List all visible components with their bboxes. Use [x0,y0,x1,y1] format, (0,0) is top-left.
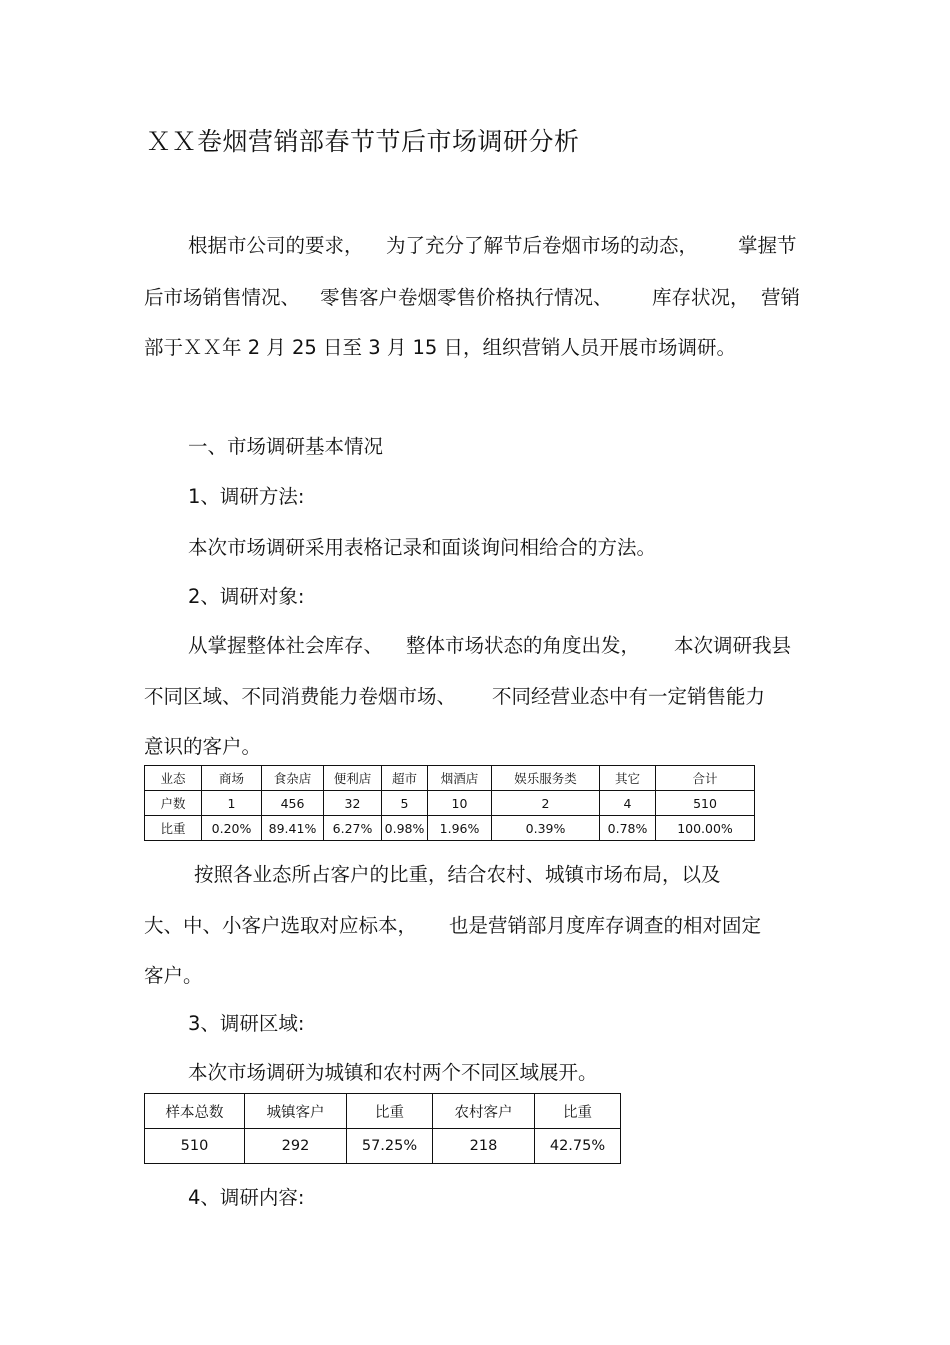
table-header-cell: 烟酒店 [428,766,492,791]
table-cell: 100.00% [656,816,755,841]
table-cell: 510 [656,791,755,816]
table-cell: 10 [428,791,492,816]
table-header-cell: 业态 [145,766,202,791]
table-cell: 57.25% [347,1129,433,1164]
object-line-3: 意识的客户。 [144,735,262,758]
section-heading: 一、市场调研基本情况 [188,435,384,458]
intro-line-2-part-1: 后市场销售情况、 [144,286,301,309]
table-cell: 户数 [145,791,202,816]
sample-line-1: 按照各业态所占客户的比重，结合农村、城镇市场布局，以及 [194,863,721,886]
object-line-1-part-2: 整体市场状态的角度出发， [406,634,641,657]
table-cell: 比重 [145,816,202,841]
sample-line-2-part-1: 大、中、小客户选取对应标本， [144,914,418,937]
region-text: 本次市场调研为城镇和农村两个不同区域展开。 [188,1061,598,1084]
object-line-2-part-1: 不同区域、不同消费能力卷烟市场、 [144,685,457,708]
sample-line-3: 客户。 [144,964,203,987]
table-cell: 1.96% [428,816,492,841]
table-header-cell: 合计 [656,766,755,791]
table-header-cell: 娱乐服务类 [492,766,600,791]
table-header-row [145,766,755,791]
table-cell: 6.27% [324,816,382,841]
intro-line-2-part-2: 零售客户卷烟零售价格执行情况、 [320,286,613,309]
table-cell: 89.41% [262,816,324,841]
region-sample-table [144,1093,621,1164]
table-cell: 510 [145,1129,245,1164]
intro-line-1-part-2: 为了充分了解节后卷烟市场的动态， [386,234,699,257]
table-cell: 292 [245,1129,347,1164]
table-cell: 0.20% [202,816,262,841]
table-row [145,816,755,841]
table-cell: 2 [492,791,600,816]
region-heading: 3、调研区域: [188,1012,305,1035]
intro-line-1-part-3: 掌握节 [738,234,797,257]
table-header-cell: 便利店 [324,766,382,791]
method-heading: 1、调研方法: [188,485,305,508]
business-type-table [144,765,755,841]
table-cell: 0.39% [492,816,600,841]
table-cell: 1 [202,791,262,816]
table-cell: 218 [433,1129,535,1164]
content-heading: 4、调研内容: [188,1186,305,1209]
table-cell: 0.78% [600,816,656,841]
table-cell: 32 [324,791,382,816]
intro-line-1-part-1: 根据市公司的要求， [188,234,364,257]
intro-line-3: 部于ＸＸ年 2 月 25 日至 3 月 15 日，组织营销人员开展市场调研。 [144,336,737,359]
object-line-2-part-2: 不同经营业态中有一定销售能力 [492,685,766,708]
table-header-row [145,1094,621,1129]
table-cell: 42.75% [535,1129,621,1164]
document-title: ＸＸ卷烟营销部春节节后市场调研分析 [146,127,580,156]
table-header-cell: 其它 [600,766,656,791]
intro-line-2-part-4: 营销 [761,286,801,309]
table-header-cell: 农村客户 [433,1094,535,1129]
intro-line-2-part-3: 库存状况， [652,286,750,309]
table-row [145,1129,621,1164]
object-heading: 2、调研对象: [188,585,305,608]
table-header-cell: 比重 [347,1094,433,1129]
table-header-cell: 食杂店 [262,766,324,791]
table-cell: 456 [262,791,324,816]
table-header-cell: 样本总数 [145,1094,245,1129]
table-cell: 5 [382,791,428,816]
table-row [145,791,755,816]
table-cell: 4 [600,791,656,816]
table-header-cell: 比重 [535,1094,621,1129]
table-header-cell: 商场 [202,766,262,791]
method-text: 本次市场调研采用表格记录和面谈询问相给合的方法。 [188,536,657,559]
table-cell: 0.98% [382,816,428,841]
object-line-1-part-3: 本次调研我县 [674,634,792,657]
table-header-cell: 城镇客户 [245,1094,347,1129]
table-header-cell: 超市 [382,766,428,791]
object-line-1-part-1: 从掌握整体社会库存、 [188,634,384,657]
sample-line-2-part-2: 也是营销部月度库存调查的相对固定 [449,914,762,937]
